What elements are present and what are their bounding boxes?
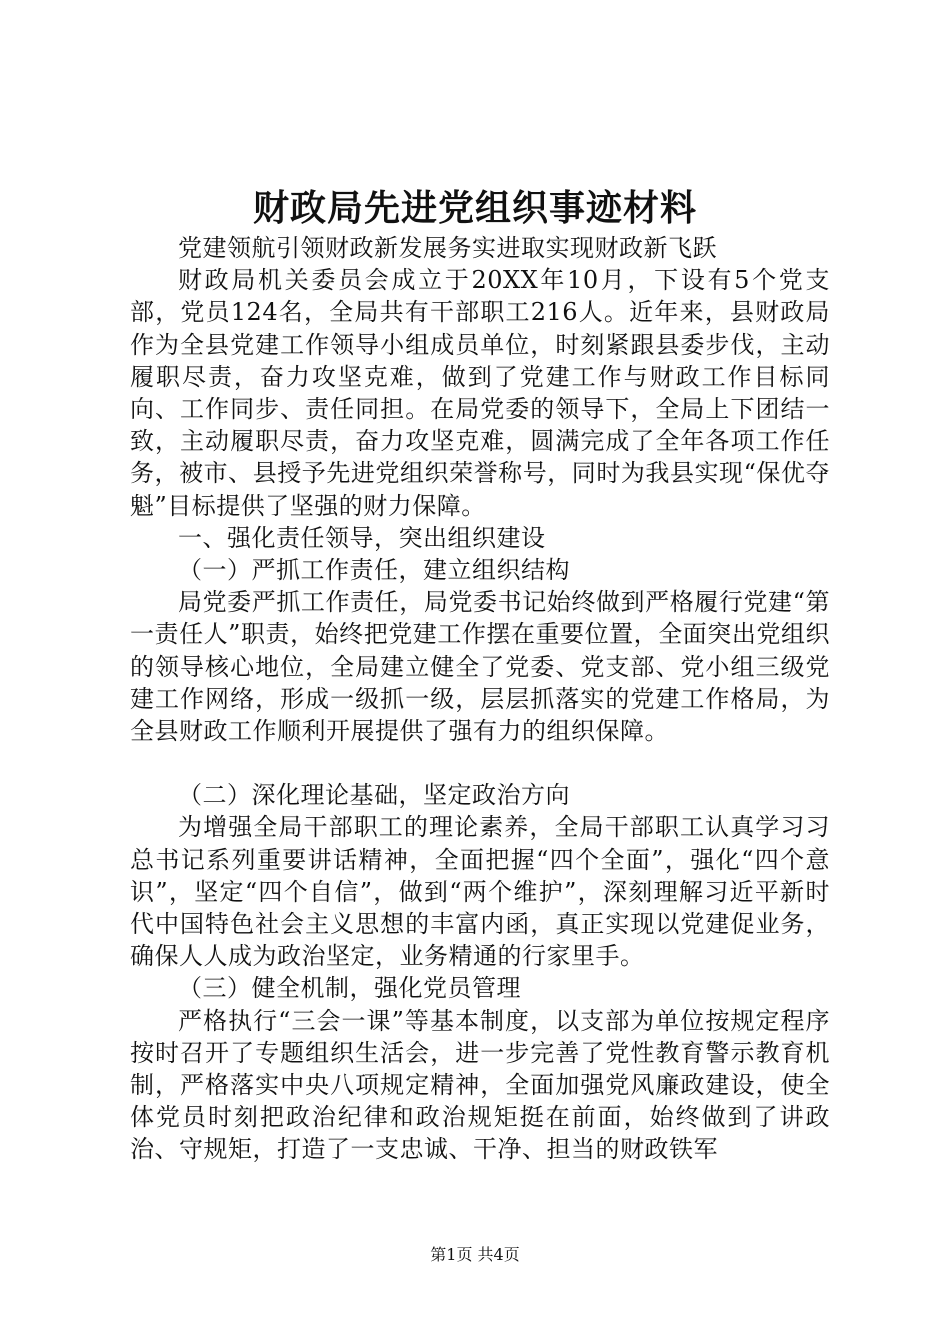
subtitle-paragraph: 党建领航引领财政新发展务实进取实现财政新飞跃 bbox=[178, 234, 717, 262]
subsection-heading-3: （三）健全机制，强化党员管理 bbox=[178, 974, 521, 1003]
intro-paragraph: 财政局机关委员会成立于20XX年10月，下设有5个党支部，党员124名，全局共有干部职工216人。近年来，县财政局作为全县党建工作领导小组成员单位，时刻紧跟县委步伐，主动履职尽责，奋力攻坚克难，做到了党建工作与财政工作目标同向、工作同步、责任同担。在局党委的领导下，全局上下团结一致，主动履职尽责，奋力攻坚克难，圆满完成了全年各项工作任务，被市、县授予先进党组织荣誉称号，同时为我县实现“保优夺魁”目标提供了坚强的财力保障。 bbox=[130, 266, 830, 520]
document-title: 财政局先进党组织事迹材料 bbox=[252, 187, 697, 229]
subsection-heading-2: （二）深化理论基础，坚定政治方向 bbox=[178, 781, 570, 810]
body-paragraph-1: 局党委严抓工作责任，局党委书记始终做到严格履行党建“第一责任人”职责，始终把党建工作摆在重要位置，全面突出党组织的领导核心地位，全局建立健全了党委、党支部、党小组三级党建工作网络，形成一级抓一级，层层抓落实的党建工作格局，为全县财政工作顺利开展提供了强有力的组织保障。 bbox=[130, 588, 830, 746]
body-paragraph-2: 为增强全局干部职工的理论素养，全局干部职工认真学习习总书记系列重要讲话精神，全面把握“四个全面”，强化“四个意识”，坚定“四个自信”，做到“两个维护”，深刻理解习近平新时代中国特色社会主义思想的丰富内函，真正实现以党建促业务，确保人人成为政治坚定，业务精通的行家里手。 bbox=[130, 813, 830, 971]
body-paragraph-3: 严格执行“三会一课”等基本制度，以支部为单位按规定程序按时召开了专题组织生活会，进一步完善了党性教育警示教育机制，严格落实中央八项规定精神，全面加强党风廉政建设，使全体党员时刻把政治纪律和政治规矩挺在前面，始终做到了讲政治、守规矩，打造了一支忠诚、干净、担当的财政铁军 bbox=[130, 1006, 830, 1164]
section-heading-1: 一、强化责任领导，突出组织建设 bbox=[178, 523, 546, 552]
subsection-heading-1: （一）严抓工作责任，建立组织结构 bbox=[178, 556, 570, 585]
blank-line bbox=[130, 747, 830, 779]
document-body bbox=[130, 232, 830, 1166]
page-footer: 第1页 共4页 bbox=[430, 1245, 520, 1264]
